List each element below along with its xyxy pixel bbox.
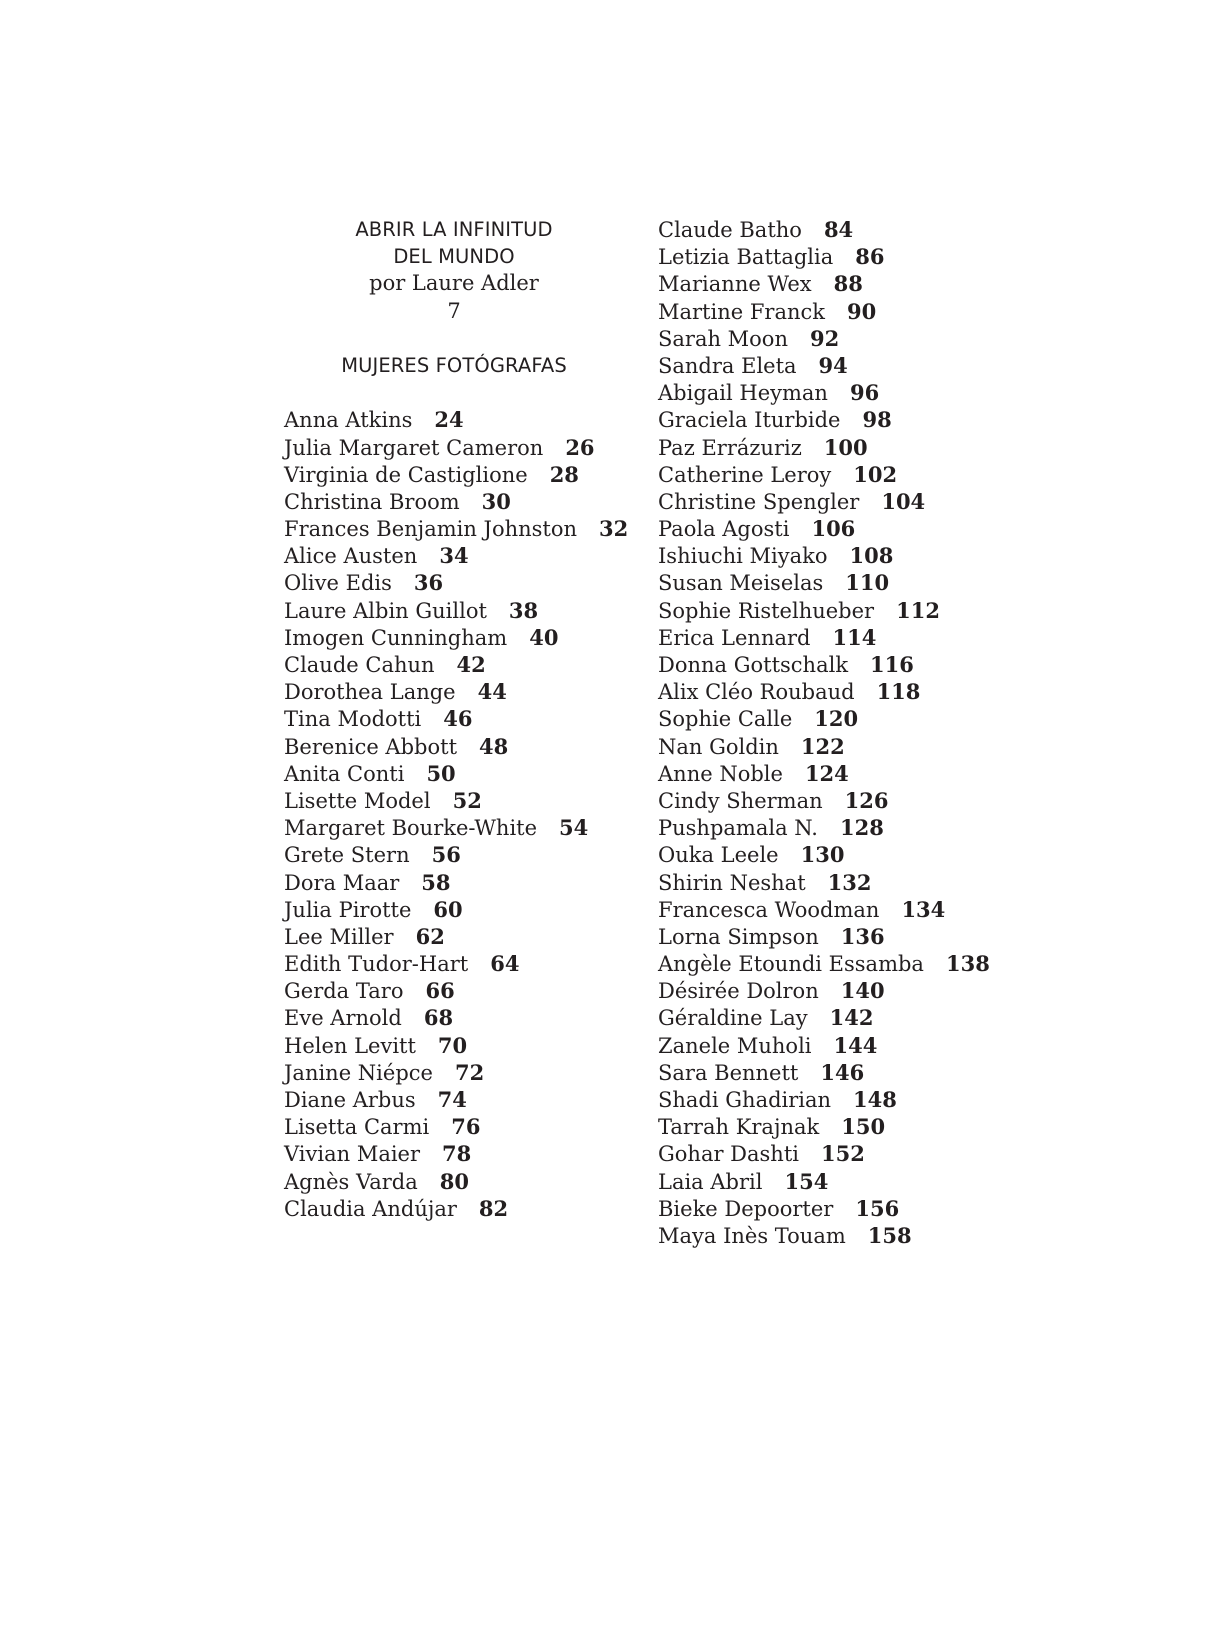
toc-entry-name: Agnès Varda <box>284 1169 418 1194</box>
toc-entry-page: 82 <box>478 1195 509 1221</box>
toc-entry-name: Lisette Model <box>284 788 431 813</box>
toc-entry <box>284 977 634 1004</box>
toc-entry <box>284 515 634 542</box>
toc-entry-page: 122 <box>800 733 845 759</box>
toc-entry-name: Marianne Wex <box>658 272 812 297</box>
toc-entry <box>284 1059 634 1086</box>
toc-entry <box>658 406 1058 433</box>
toc-entry-page: 84 <box>823 217 854 242</box>
toc-entry-name: Claudia Andújar <box>284 1196 457 1221</box>
toc-entry <box>658 597 1058 624</box>
toc-entry-name: Imogen Cunningham <box>284 625 508 650</box>
toc-entry-page: 106 <box>811 516 856 542</box>
toc-entry <box>284 542 634 569</box>
toc-entry-name: Nan Goldin <box>658 734 779 759</box>
toc-entry-page: 146 <box>820 1059 865 1085</box>
toc-entry-page: 26 <box>565 434 595 460</box>
toc-entry-name: Christine Spengler <box>658 489 860 514</box>
toc-entry <box>284 569 634 596</box>
toc-entry <box>284 1032 634 1059</box>
toc-entry <box>284 841 634 868</box>
toc-entry-page: 28 <box>549 461 579 487</box>
toc-entry-name: Zanele Muholi <box>658 1033 812 1058</box>
toc-entry-name: Edith Tudor-Hart <box>284 952 469 977</box>
toc-entry <box>284 1168 634 1195</box>
toc-entry-name: Tina Modotti <box>284 707 422 732</box>
toc-entry-page: 74 <box>437 1087 467 1112</box>
toc-entry-name: Margaret Bourke-White <box>284 816 538 841</box>
toc-entry-page: 98 <box>862 407 892 433</box>
toc-entry <box>284 705 634 732</box>
toc-entry <box>284 814 634 841</box>
toc-entry <box>284 1195 634 1222</box>
toc-entry-name: Graciela Iturbide <box>658 408 841 433</box>
toc-entry-name: Gohar Dashti <box>658 1142 799 1167</box>
toc-entry-page: 92 <box>809 325 840 351</box>
spacer <box>284 379 634 406</box>
toc-entry-page: 66 <box>425 978 455 1004</box>
toc-entry-name: Shirin Neshat <box>658 870 806 895</box>
toc-entry-name: Bieke Depoorter <box>658 1196 834 1221</box>
toc-entry-page: 142 <box>829 1005 874 1031</box>
toc-entry <box>658 651 1058 678</box>
toc-entry-page: 30 <box>481 488 511 514</box>
toc-entry <box>284 1140 634 1167</box>
toc-entry-name: Dora Maar <box>284 870 400 895</box>
toc-entry-name: Gerda Taro <box>284 979 404 1004</box>
intro-title-line-2: DEL MUNDO <box>393 245 515 269</box>
toc-entry-name: Cindy Sherman <box>658 788 823 813</box>
toc-entry-page: 38 <box>508 597 539 623</box>
toc-entry <box>658 1004 1058 1031</box>
toc-entry <box>658 1113 1058 1140</box>
toc-entry-name: Lorna Simpson <box>658 924 819 949</box>
section-title: MUJERES FOTÓGRAFAS <box>341 353 567 377</box>
toc-entry-name: Susan Meiselas <box>658 571 824 596</box>
toc-entry-name: Janine Niépce <box>284 1060 433 1085</box>
toc-entry <box>284 434 634 461</box>
toc-entry <box>284 787 634 814</box>
toc-entries-right <box>658 216 1058 1249</box>
toc-entry-page: 42 <box>456 652 486 677</box>
toc-entry-page: 32 <box>599 516 629 542</box>
toc-entry-name: Angèle Etoundi Essamba <box>658 952 924 977</box>
toc-entry-name: Eve Arnold <box>284 1006 402 1031</box>
toc-entry <box>658 733 1058 760</box>
toc-entry-name: Laure Albin Guillot <box>284 598 487 623</box>
toc-entry <box>284 733 634 760</box>
toc-entry-name: Pushpamala N. <box>658 816 818 841</box>
toc-entry <box>658 542 1058 569</box>
toc-entry-name: Laia Abril <box>658 1169 763 1194</box>
toc-entry <box>284 896 634 923</box>
toc-entry-name: Sophie Calle <box>658 707 793 732</box>
toc-entry <box>658 977 1058 1004</box>
intro-title-line-1: ABRIR LA INFINITUD <box>355 218 553 241</box>
toc-entry-page: 108 <box>849 543 894 569</box>
toc-entry-page: 40 <box>529 624 559 650</box>
toc-entry-page: 158 <box>867 1222 912 1248</box>
toc-entry <box>284 869 634 896</box>
toc-entry <box>658 896 1058 923</box>
toc-entry <box>658 270 1058 297</box>
toc-entry-page: 68 <box>423 1005 454 1031</box>
toc-entry <box>658 434 1058 461</box>
toc-entry-page: 144 <box>833 1032 878 1058</box>
toc-entry-name: Paz Errázuriz <box>658 435 802 460</box>
toc-entry-page: 128 <box>839 815 884 841</box>
toc-entry <box>658 298 1058 325</box>
toc-entry-page: 114 <box>832 624 877 650</box>
toc-entry-page: 102 <box>853 461 898 487</box>
toc-entry <box>658 923 1058 950</box>
toc-entry-name: Claude Cahun <box>284 653 435 677</box>
toc-entry <box>658 760 1058 787</box>
toc-entry-name: Dorothea Lange <box>284 680 456 705</box>
toc-entry-name: Maya Inès Touam <box>658 1223 846 1248</box>
toc-entry-name: Francesca Woodman <box>658 897 880 922</box>
toc-entry-page: 90 <box>847 298 877 324</box>
toc-entry-page: 118 <box>876 679 921 705</box>
toc-entry-name: Diane Arbus <box>284 1088 416 1112</box>
toc-entry <box>658 1168 1058 1195</box>
toc-entry <box>658 461 1058 488</box>
toc-entry <box>658 352 1058 379</box>
toc-entry-page: 100 <box>823 434 868 460</box>
toc-entry <box>284 760 634 787</box>
toc-entry-name: Abigail Heyman <box>658 381 828 406</box>
toc-entry <box>658 515 1058 542</box>
toc-entry-name: Alix Cléo Roubaud <box>658 680 855 705</box>
toc-entry-name: Julia Pirotte <box>284 897 412 922</box>
toc-entry-name: Lisetta Carmi <box>284 1115 430 1140</box>
toc-entry-page: 94 <box>818 352 848 378</box>
toc-entry-name: Julia Margaret Cameron <box>284 435 544 460</box>
toc-entry-page: 112 <box>896 597 940 623</box>
toc-entry <box>658 869 1058 896</box>
toc-entry-name: Anita Conti <box>284 761 405 786</box>
toc-entry-name: Letizia Battaglia <box>658 245 834 270</box>
toc-entry-page: 58 <box>421 869 451 895</box>
toc-entry-name: Berenice Abbott <box>284 734 458 759</box>
toc-entry-page: 50 <box>426 760 456 786</box>
toc-entry-name: Christina Broom <box>284 489 460 514</box>
toc-entry <box>658 243 1058 270</box>
toc-entry-page: 134 <box>901 896 946 922</box>
toc-entry-name: Catherine Leroy <box>658 462 832 487</box>
toc-entry-page: 36 <box>413 570 444 596</box>
toc-entry <box>658 814 1058 841</box>
toc-entry-page: 60 <box>433 896 463 922</box>
toc-entry-name: Shadi Ghadirian <box>658 1088 832 1112</box>
toc-entry-page: 24 <box>434 407 464 433</box>
toc-entry <box>284 950 634 977</box>
toc-entry <box>658 379 1058 406</box>
toc-entry-page: 110 <box>845 570 890 596</box>
intro-page-number: 7 <box>447 298 461 323</box>
toc-entry-page: 152 <box>821 1141 865 1167</box>
toc-entry <box>658 1032 1058 1059</box>
toc-entry <box>658 1222 1058 1249</box>
toc-entries-left <box>284 406 634 1222</box>
toc-entry-name: Frances Benjamin Johnston <box>284 517 578 542</box>
toc-entry-page: 64 <box>490 951 520 977</box>
toc-entry-page: 136 <box>840 923 885 949</box>
toc-entry-name: Claude Batho <box>658 218 802 242</box>
toc-entry <box>284 678 634 705</box>
toc-entry-page: 156 <box>855 1195 900 1221</box>
toc-entry-page: 78 <box>442 1141 472 1167</box>
toc-entry-page: 130 <box>800 842 845 868</box>
toc-entry <box>658 950 1058 977</box>
toc-entry-name: Tarrah Krajnak <box>658 1115 820 1140</box>
toc-entry <box>658 1059 1058 1086</box>
toc-entry <box>658 1195 1058 1222</box>
toc-entry-name: Sarah Moon <box>658 326 788 351</box>
toc-entry-page: 48 <box>479 733 509 759</box>
toc-entry-name: Virginia de Castiglione <box>284 462 528 487</box>
toc-entry-name: Sophie Ristelhueber <box>658 598 875 623</box>
toc-entry <box>658 216 1058 243</box>
toc-entry-page: 148 <box>853 1087 897 1112</box>
toc-entry <box>658 678 1058 705</box>
toc-entry <box>658 325 1058 352</box>
toc-entry-page: 154 <box>784 1168 829 1194</box>
toc-entry-name: Sandra Eleta <box>658 353 797 378</box>
toc-entry-page: 132 <box>827 869 872 895</box>
toc-entry <box>658 787 1058 814</box>
toc-entry <box>658 841 1058 868</box>
toc-entry-page: 56 <box>431 842 461 868</box>
toc-entry <box>658 569 1058 596</box>
toc-column-right <box>658 216 1058 1249</box>
toc-entry-page: 88 <box>833 271 863 297</box>
toc-entry-name: Lee Miller <box>284 924 394 949</box>
toc-entry-name: Géraldine Lay <box>658 1006 808 1031</box>
toc-entry-name: Désirée Dolron <box>658 979 819 1004</box>
toc-entry-page: 140 <box>840 978 885 1004</box>
toc-entry-name: Olive Edis <box>284 571 392 596</box>
toc-entry <box>658 624 1058 651</box>
toc-entry-name: Vivian Maier <box>284 1142 421 1167</box>
spacer <box>284 325 634 352</box>
toc-entry <box>658 1086 1058 1113</box>
toc-entry <box>284 1113 634 1140</box>
toc-entry-page: 34 <box>439 543 469 569</box>
toc-entry <box>284 597 634 624</box>
toc-entry-name: Ouka Leele <box>658 843 779 868</box>
toc-entry-page: 62 <box>415 923 445 949</box>
toc-entry-page: 54 <box>559 815 589 841</box>
toc-entry-name: Alice Austen <box>284 544 418 569</box>
toc-entry <box>284 1086 634 1113</box>
toc-entry-page: 96 <box>849 380 880 406</box>
toc-entry <box>284 651 634 678</box>
toc-entry-page: 52 <box>452 787 482 813</box>
toc-entry-page: 44 <box>477 679 507 705</box>
toc-entry <box>284 488 634 515</box>
toc-entry <box>658 1140 1058 1167</box>
toc-entry <box>284 923 634 950</box>
toc-entry-name: Anna Atkins <box>284 408 413 433</box>
toc-entry <box>284 461 634 488</box>
intro-author: por Laure Adler <box>369 271 539 296</box>
toc-entry-name: Martine Franck <box>658 299 825 324</box>
toc-entry <box>284 406 634 433</box>
toc-entry <box>658 488 1058 515</box>
toc-entry-page: 70 <box>437 1032 468 1058</box>
toc-entry-name: Anne Noble <box>658 761 783 786</box>
toc-entry-page: 116 <box>870 652 914 677</box>
toc-entry-page: 80 <box>439 1168 470 1194</box>
toc-entry-page: 138 <box>945 951 990 977</box>
toc-entry-page: 120 <box>814 706 859 732</box>
toc-entry-page: 72 <box>454 1059 485 1085</box>
toc-entry-page: 86 <box>855 244 885 270</box>
toc-entry-name: Donna Gottschalk <box>658 653 849 677</box>
toc-entry-name: Ishiuchi Miyako <box>658 544 828 569</box>
toc-entry-name: Helen Levitt <box>284 1033 416 1058</box>
toc-entry-page: 46 <box>443 706 473 732</box>
toc-column-left <box>284 216 634 1222</box>
toc-entry <box>284 1004 634 1031</box>
toc-entry-page: 126 <box>844 787 889 813</box>
toc-entry-page: 124 <box>804 760 849 786</box>
toc-entry-name: Paola Agosti <box>658 517 790 542</box>
toc-entry <box>658 705 1058 732</box>
toc-entry-name: Sara Bennett <box>658 1060 799 1085</box>
toc-entry-name: Grete Stern <box>284 843 410 868</box>
toc-entry-name: Erica Lennard <box>658 625 811 650</box>
toc-entry-page: 104 <box>881 488 926 514</box>
toc-entry-page: 150 <box>841 1114 886 1140</box>
toc-entry-page: 76 <box>451 1114 481 1140</box>
toc-entry <box>284 624 634 651</box>
